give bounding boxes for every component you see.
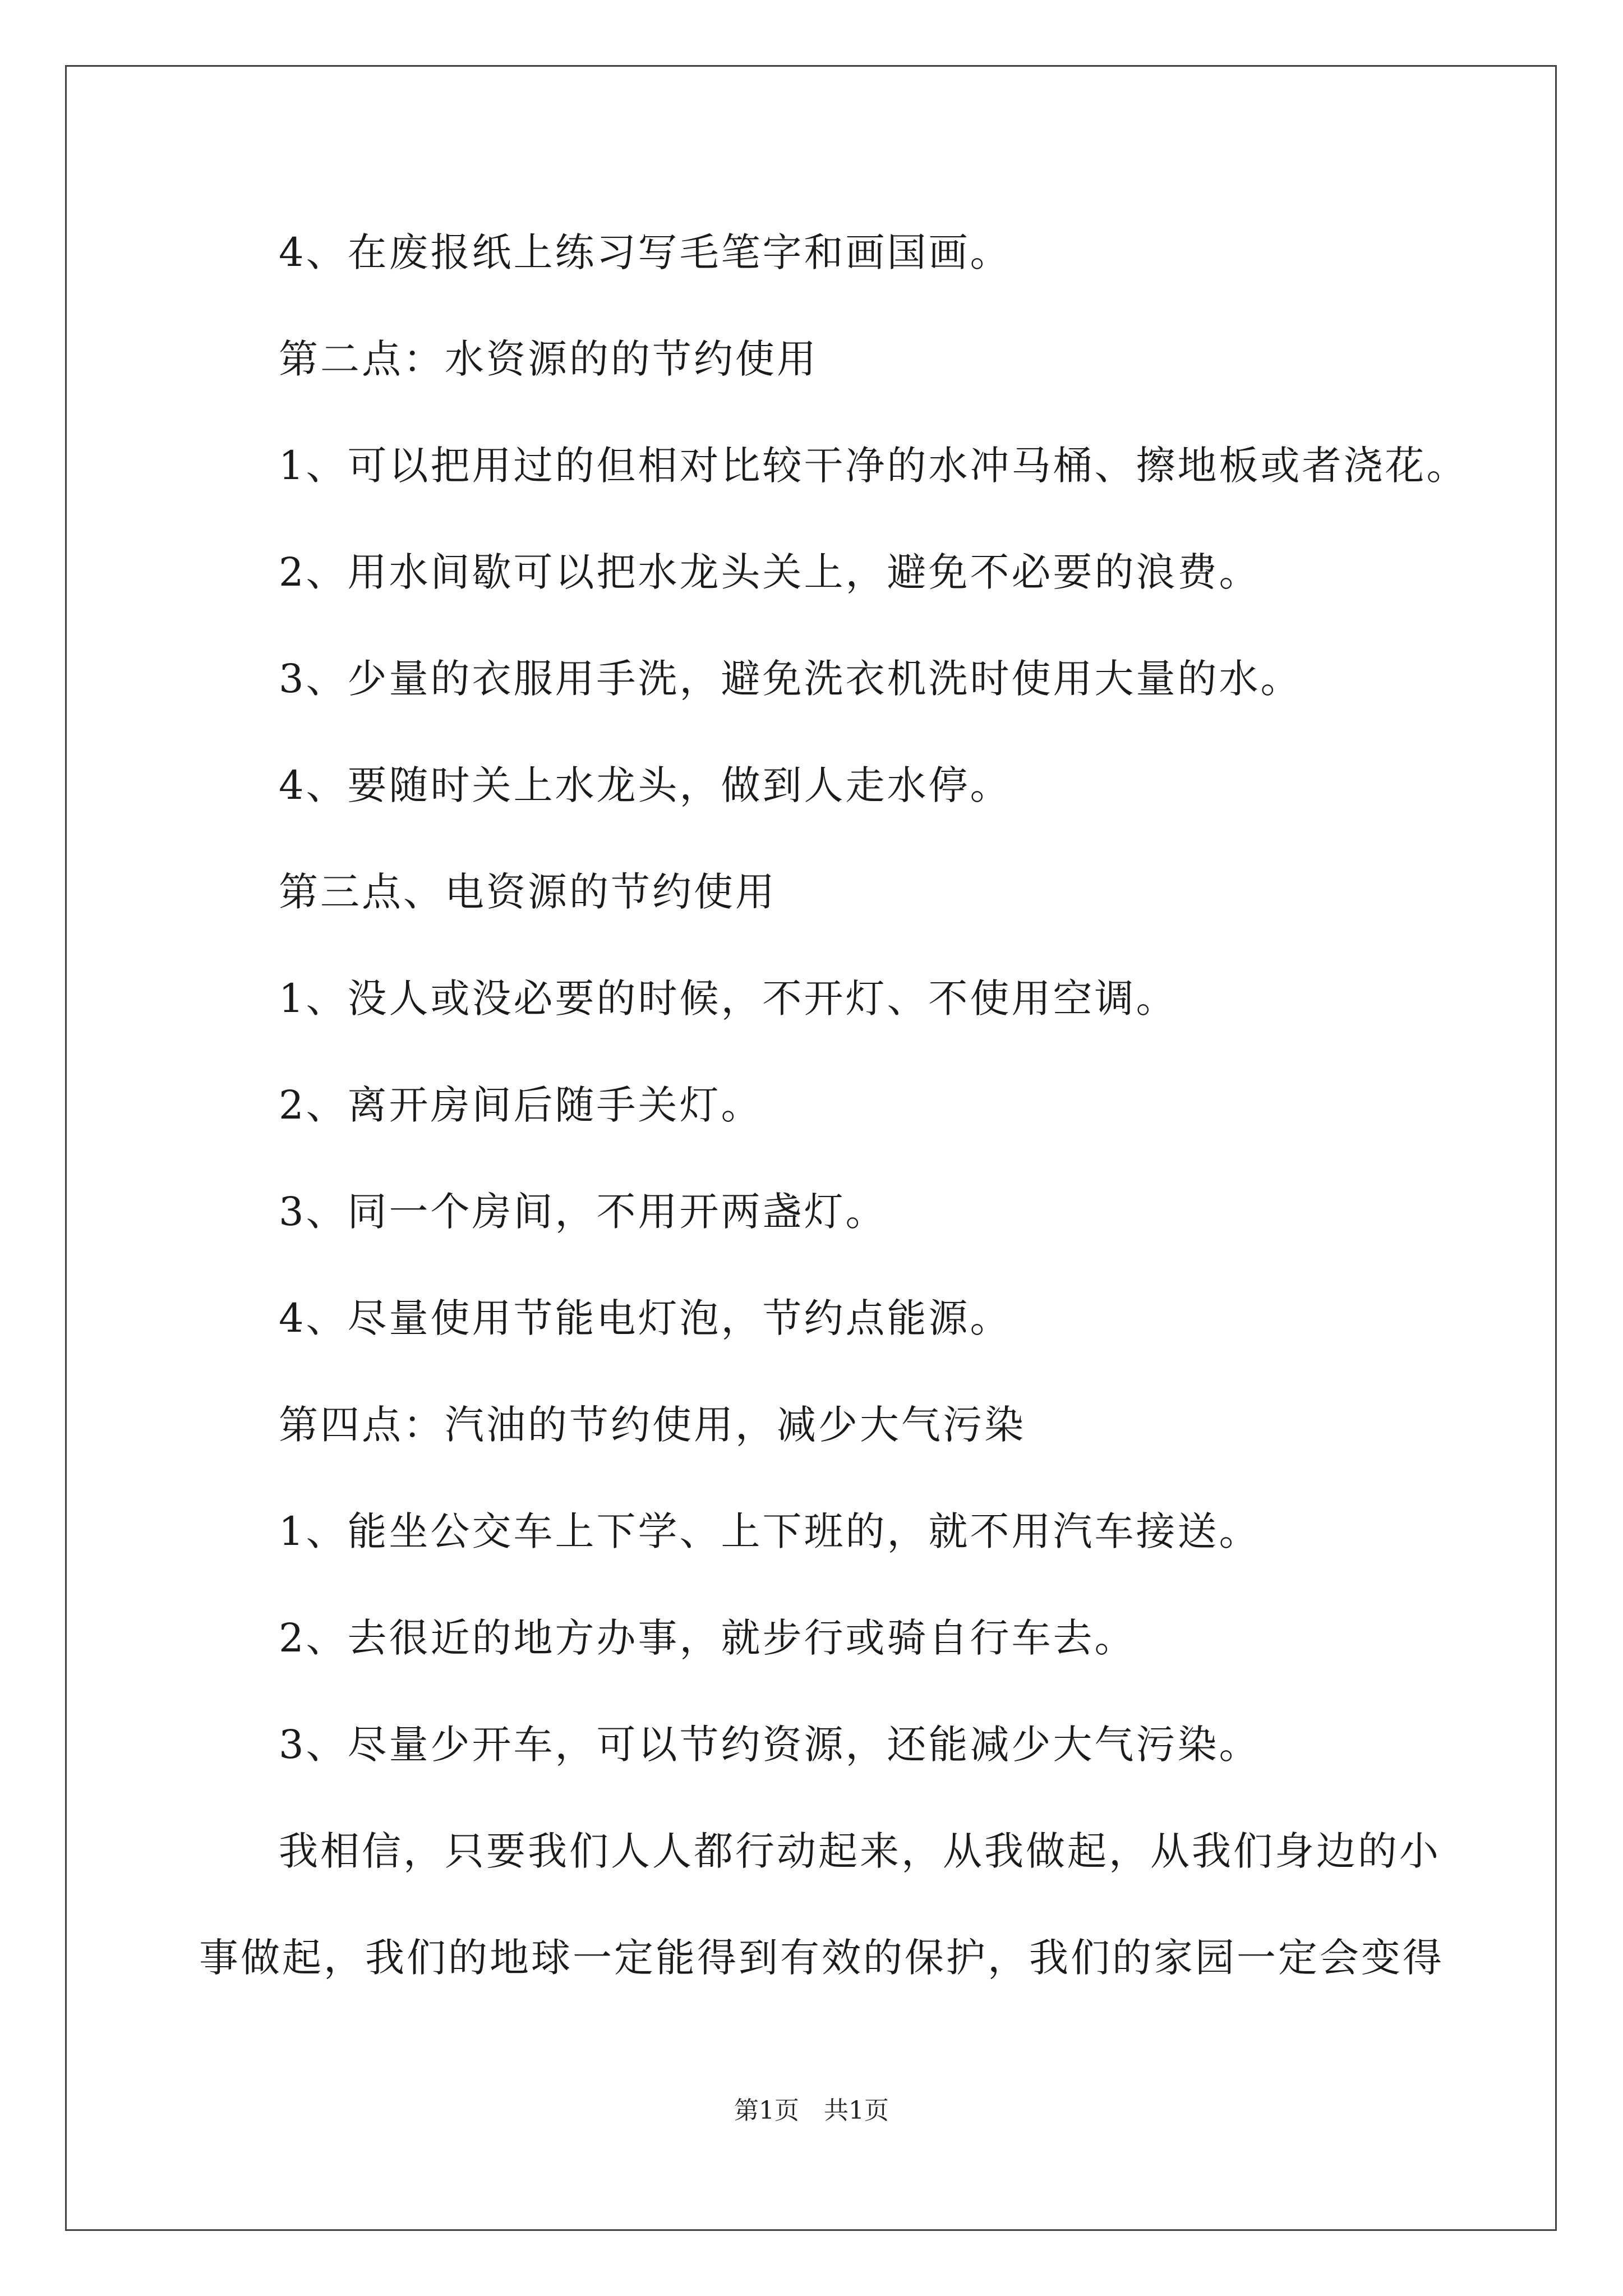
paragraph-line: 3、少量的衣服用手洗，避免洗衣机洗时使用大量的水。 [279,656,1302,702]
section-heading-water: 第二点：水资源的的节约使用 [279,336,818,382]
closing-paragraph-line-1: 我相信，只要我们人人都行动起来，从我做起，从我们身边的小 [279,1828,1441,1874]
paragraph-line: 2、用水间歇可以把水龙头关上，避免不必要的浪费。 [279,549,1261,595]
section-heading-electricity: 第三点、电资源的节约使用 [279,869,777,915]
page-border [65,65,1557,2231]
paragraph-line: 3、同一个房间，不用开两盏灯。 [279,1189,887,1235]
paragraph-line: 3、尽量少开车，可以节约资源，还能减少大气污染。 [279,1722,1261,1768]
paragraph-line: 4、尽量使用节能电灯泡，节约点能源。 [279,1295,1012,1341]
paragraph-line: 1、可以把用过的但相对比较干净的水冲马桶、擦地板或者浇花。 [279,443,1468,489]
page-footer: 第1页 共1页 [734,2096,889,2125]
paragraph-line: 1、没人或没必要的时候，不开灯、不使用空调。 [279,976,1178,1022]
paragraph-line: 2、离开房间后随手关灯。 [279,1082,763,1128]
paragraph-line: 4、在废报纸上练习写毛笔字和画国画。 [279,229,1012,275]
paragraph-line: 1、能坐公交车上下学、上下班的，就不用汽车接送。 [279,1508,1261,1554]
paragraph-line: 4、要随时关上水龙头，做到人走水停。 [279,762,1012,808]
paragraph-line: 2、去很近的地方办事，就步行或骑自行车去。 [279,1615,1136,1661]
section-heading-gasoline: 第四点：汽油的节约使用，减少大气污染 [279,1402,1026,1448]
closing-paragraph-line-2: 事做起，我们的地球一定能得到有效的保护，我们的家园一定会变得 [199,1935,1444,1981]
